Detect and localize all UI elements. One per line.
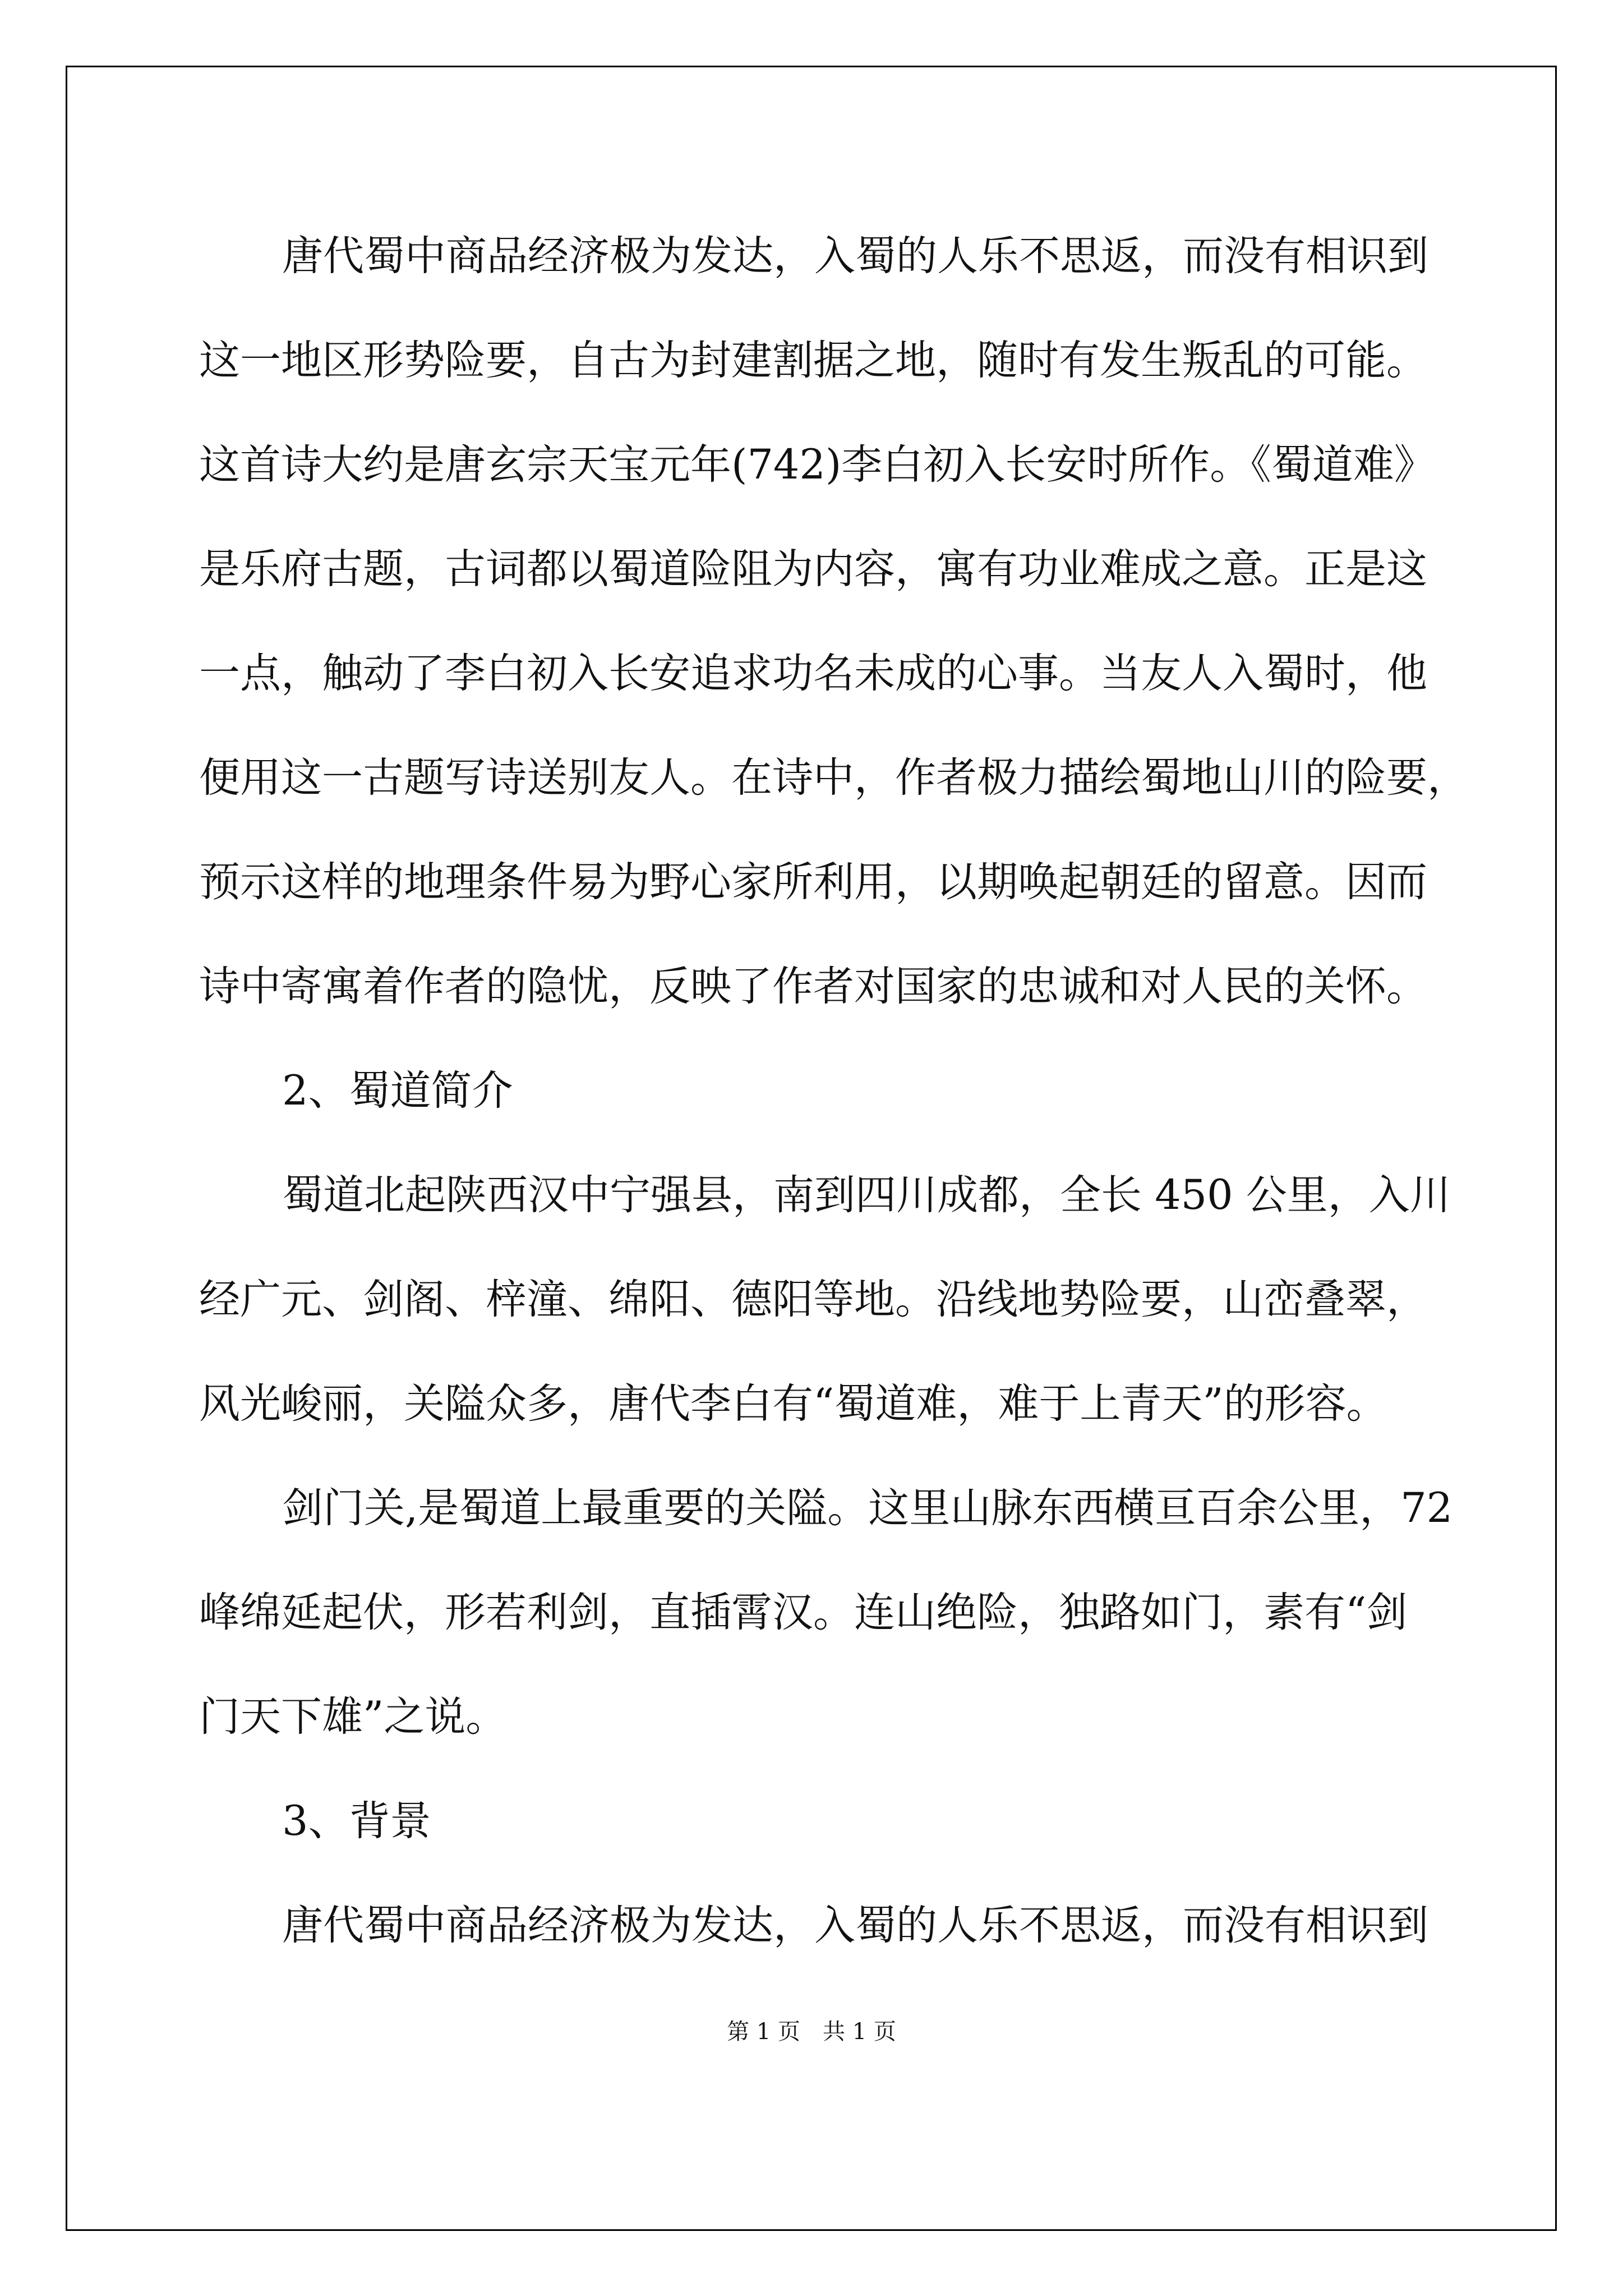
section-heading-shudao-intro (199, 1039, 1427, 1143)
paragraph-jianmen-pass (199, 1456, 1453, 1769)
text-line: 门天下雄”之说。 (199, 1693, 507, 1741)
text-line: 便用这一古题写诗送别友人。在诗中，作者极力描绘蜀地山川的险要， (199, 754, 1468, 802)
section-heading-background (199, 1769, 1427, 1874)
paragraph-shudao-route (199, 1143, 1451, 1456)
text-line: 这首诗大约是唐玄宗天宝元年(742)李白初入长安时所作。《蜀道难》 (199, 441, 1435, 489)
heading-text: 3、背景 (282, 1797, 431, 1845)
page-number: 第 1 页 (727, 2019, 800, 2045)
text-line: 风光峻丽，关隘众多，唐代李白有“蜀道难，难于上青天”的形容。 (199, 1380, 1387, 1428)
text-line: 唐代蜀中商品经济极为发达，入蜀的人乐不思返，而没有相识到 (282, 232, 1428, 280)
text-line: 蜀道北起陕西汉中宁强县，南到四川成都，全长 450 公里，入川 (282, 1171, 1451, 1219)
text-line: 预示这样的地理条件易为野心家所利用，以期唤起朝廷的留意。因而 (199, 858, 1427, 906)
text-line: 是乐府古题，古词都以蜀道险阻为内容，寓有功业难成之意。正是这 (199, 545, 1427, 593)
page-footer (0, 2014, 1623, 2046)
text-line: 经广元、剑阁、梓潼、绵阳、德阳等地。沿线地势险要，山峦叠翠， (199, 1276, 1427, 1323)
page-total: 共 1 页 (823, 2019, 896, 2045)
text-line: 剑门关,是蜀道上最重要的关隘。这里山脉东西横亘百余公里，72 (282, 1484, 1453, 1532)
paragraph-background-intro (199, 204, 1468, 1039)
document-body (199, 204, 1468, 1978)
text-line: 峰绵延起伏，形若利剑，直插霄汉。连山绝险，独路如门，素有“剑 (199, 1589, 1408, 1636)
paragraph-background-repeat (199, 1874, 1427, 1978)
heading-text: 2、蜀道简介 (282, 1067, 513, 1115)
text-line: 这一地区形势险要，自古为封建割据之地，随时有发生叛乱的可能。 (199, 337, 1427, 384)
text-line: 一点，触动了李白初入长安追求功名未成的心事。当友人入蜀时，他 (199, 650, 1427, 697)
text-line: 唐代蜀中商品经济极为发达，入蜀的人乐不思返，而没有相识到 (282, 1902, 1428, 1949)
text-line: 诗中寄寓着作者的隐忧，反映了作者对国家的忠诚和对人民的关怀。 (199, 963, 1427, 1010)
